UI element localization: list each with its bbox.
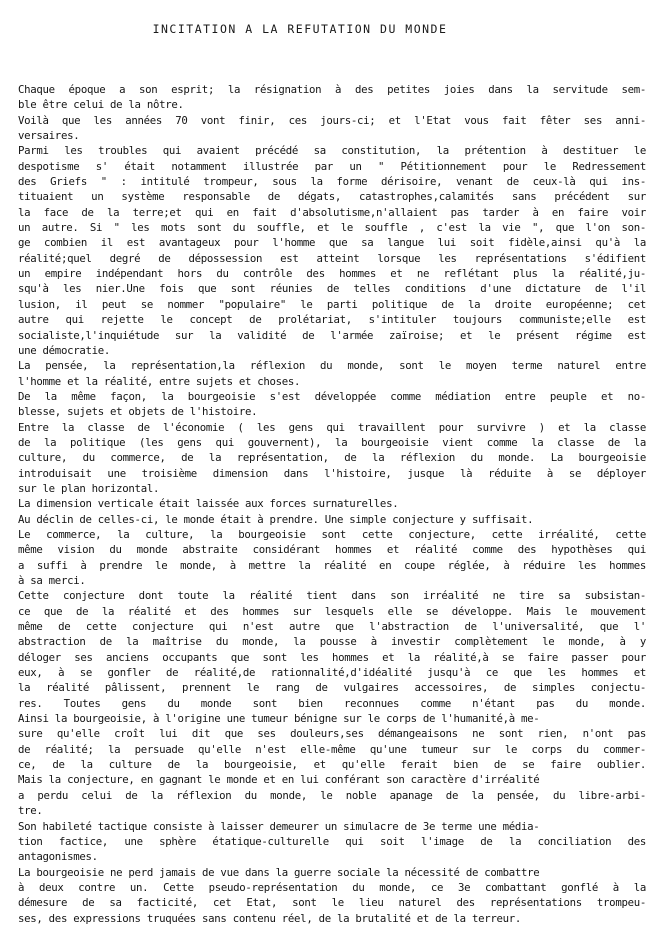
- text-line: a suffi à prendre le monde, à mettre la réalité en coupe réglée, à réduire les hommes: [18, 558, 646, 572]
- text-line: même vision du monde abstraite considérant hommes et réalité comme des hypothèses qui: [18, 543, 646, 557]
- text-line: Le commerce, la culture, la bourgeoisie sont cette conjecture, cette irréalité, cette: [18, 527, 646, 541]
- text-line: sure qu'elle croît lui dit que ses douleurs,ses démangeaisons ne sont rien, n'ont pas: [18, 727, 646, 741]
- document-title: INCITATION A LA REFUTATION DU MONDE: [152, 22, 448, 36]
- text-line: même de cette conjecture qui n'est autre que l'abstraction de l'universalité, que l': [18, 620, 646, 634]
- text-line: déloger ses anciens occupants que sont les hommes et la réalité,à se faire passer pour: [18, 650, 646, 664]
- text-line: tion factice, une sphère étatique-culturelle qui soit l'image de la conciliation des: [18, 834, 646, 848]
- text-line: culture, du commerce, de la représentation, de la réflexion du monde. La bourgeoisie: [18, 451, 646, 465]
- document-body: [18, 82, 646, 926]
- text-line: La bourgeoisie ne perd jamais de vue dans la guerre sociale la nécessité de combattre: [18, 865, 540, 879]
- text-line: la face de la terre;et qui en fait d'absolutisme,n'allaient pas tarder à en faire voir: [18, 205, 646, 219]
- text-line: un autre. Si " les mots sont du souffle, et le souffle , c'est la vie ", que l'on son-: [18, 221, 646, 235]
- text-line: réalité;quel degré de dépossession est atteint lorsque les représentations s'édifient: [18, 251, 646, 265]
- text-line: un empire indépendant hors du contrôle des hommes et ne reflétant plus la réalité,ju-: [18, 267, 646, 281]
- text-line: Son habileté tactique consiste à laisser demeurer un simulacre de 3e terme une média-: [18, 819, 540, 833]
- text-line: ge combien il est avantageux pour l'homme que sa langue lui soit fidèle,ainsi qu'à la: [18, 236, 646, 250]
- text-line: Parmi les troubles qui avaient précédé sa constitution, la prétention à destituer le: [18, 144, 646, 158]
- text-line: Chaque époque a son esprit; la résignation à des petites joies dans la servitude sem-: [18, 83, 646, 96]
- text-line: à deux contre un. Cette pseudo-représentation du monde, ce 3e combattant gonflé à la: [18, 880, 646, 894]
- text-line: lusion, il peut se nommer "populaire" le parti politique de la droite européenne; cet: [18, 297, 646, 311]
- text-line: Entre la classe de l'économie ( les gens qui travaillent pour survivre ) et la classe: [18, 420, 646, 434]
- text-line: Ainsi la bourgeoisie, à l'origine une tumeur bénigne sur le corps de l'humanité,à me-: [18, 712, 540, 726]
- text-line: Voilà que les années 70 vont finir, ces jours-ci; et l'Etat vous fait fêter ses anni-: [18, 113, 646, 127]
- text-line: une démocratie.: [18, 343, 111, 357]
- text-line: à sa merci.: [18, 574, 86, 587]
- text-line: ce que de la réalité et des hommes sur lesquels elle se développe. Mais le mouvement: [18, 604, 646, 618]
- text-line: res. Toutes gens du monde sont bien reconnues comme n'étant pas du monde.: [18, 696, 646, 710]
- text-line: la réalité pâlissent, prennent le rang de vulgaires accessoires, de simples conjectu-: [18, 681, 646, 695]
- text-line: despotisme s' était notamment illustrée par un " Pétitionnement pour le Redressement: [18, 159, 646, 173]
- text-line: squ'à les nier.Une fois que sont réunies de telles conditions d'une dictature de l'il: [18, 282, 646, 296]
- text-line: démesure de sa facticité, cet Etat, sont le lieu naturel des représentations trompeu-: [18, 896, 646, 910]
- text-line: de réalité; la persuade qu'elle n'est elle-même qu'une tumeur sur le corps du commer-: [18, 742, 646, 756]
- text-line: Cette conjecture dont toute la réalité tient dans son irréalité ne tire sa subsistan-: [18, 589, 646, 603]
- text-line: versaires.: [18, 129, 80, 143]
- text-line: Au déclin de celles-ci, le monde était à prendre. Une simple conjecture y suffisait.: [18, 512, 534, 526]
- text-line: socialiste,l'inquiétude sur la validité de l'armée zaïroise; et le présent régime est: [18, 328, 646, 342]
- text-line: ses, des expressions truquées sans contenu réel, de la brutalité et de la terreur.: [18, 911, 522, 925]
- text-line: de la politique (les gens qui gouvernent), la bourgeoisie vient comme la classe de la: [18, 435, 646, 449]
- text-line: sur le plan horizontal.: [18, 481, 160, 495]
- text-line: blesse, sujets et objets de l'histoire.: [18, 405, 258, 419]
- text-line: abstraction de la maîtrise du monde, la pousse à investir complètement le monde, à y: [18, 635, 646, 649]
- text-line: ble être celui de la nôtre.: [18, 98, 184, 112]
- text-line: La pensée, la représentation,la réflexion du monde, sont le moyen terme naturel entre: [18, 359, 646, 373]
- text-line: des Griefs " : intitulé trompeur, sous la forme dérisoire, venant de ceux-là qui ins-: [18, 175, 646, 189]
- text-line: eux, à se gonfler de réalité,de rationnalité,d'idéalité jusqu'à ce que les hommes et: [18, 666, 646, 680]
- text-line: antagonismes.: [18, 850, 98, 864]
- text-line: tre.: [18, 804, 43, 818]
- text-line: autre qui rejette le concept de prolétariat, s'intituler toujours communiste;elle est: [18, 313, 646, 327]
- text-line: La dimension verticale était laissée aux forces surnaturelles.: [18, 497, 399, 511]
- text-line: Mais la conjecture, en gagnant le monde et en lui conférant son caractère d'irréalité: [18, 773, 540, 787]
- text-line: De la même façon, la bourgeoisie s'est développée comme médiation entre peuple et no-: [18, 389, 646, 403]
- text-line: l'homme et la réalité, entre sujets et choses.: [18, 374, 301, 388]
- text-line: a perdu celui de la réflexion du monde, le noble apanage de la pensée, du libre-arbi-: [18, 788, 646, 802]
- text-line: tituaient un système responsable de dégats, catastrophes,calamités sans précédent sur: [18, 190, 646, 204]
- text-line: ce, de la culture de la bourgeoisie, et qu'elle ferait bien de se faire oublier.: [18, 758, 646, 772]
- text-line: introduisait une troisième dimension dans l'histoire, jusque là réduite à se déployer: [18, 466, 646, 480]
